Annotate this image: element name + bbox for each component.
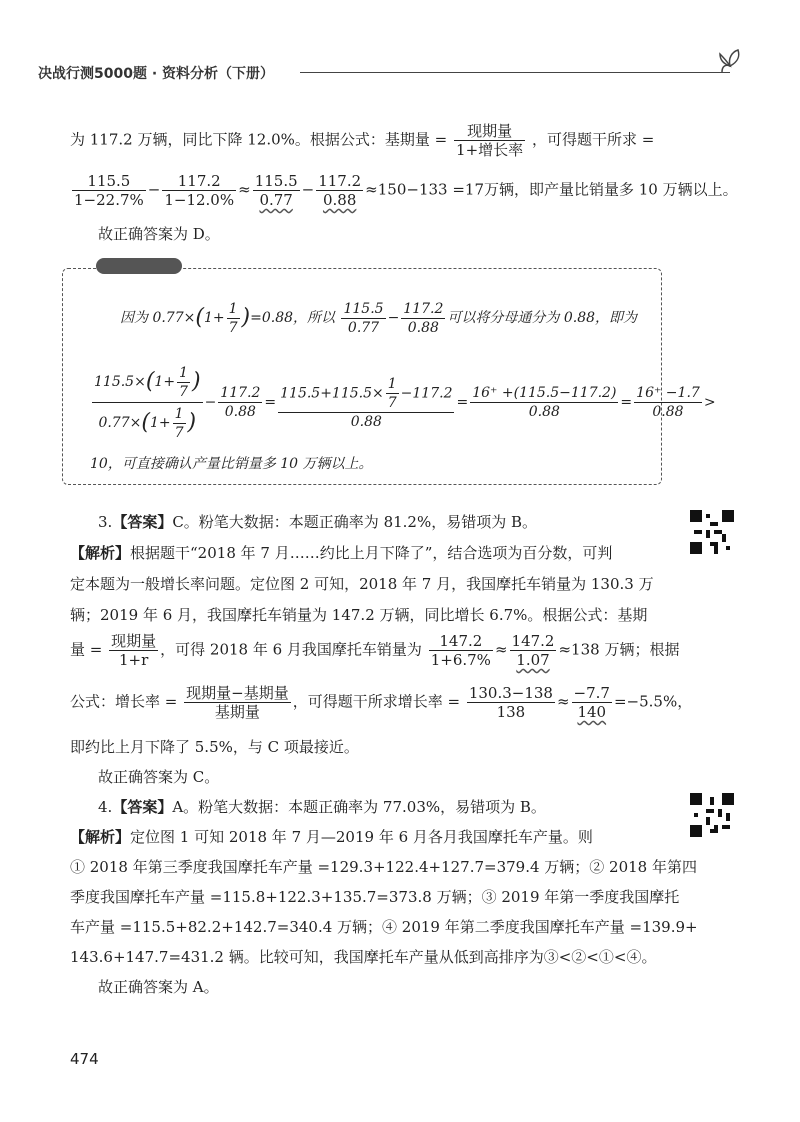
- q4-analysis-line2: ① 2018 年第三季度我国摩托车产量 =129.3+122.4+127.7=379.4 万辆；② 2018 年第四: [70, 858, 697, 876]
- note-line1: 因为 0.77×(1+ $\frac{1}{7}$ )=0.88，所以 $\frac{115.5}{0.77}$ − $\frac{117.2}{0.88}$ 可以将分母通分为 0.88，即为: [120, 300, 638, 336]
- q3-analysis-line1: 【解析】根据题干“2018 年 7 月……约比上月下降了”，结合选项为百分数，可判: [70, 544, 613, 562]
- note-line2: 115.5×(1+ $\frac{1}{7}$ ) 0.77×(1+ $\frac{1}{7}$ ) − $\frac{117.2}{0.88}$ = 115.5+115.5× $\frac{1}{7}$ −117.2 0.88 = $\frac{16^+ +(115.5-117.2)}{0.88}$ = $\frac{16^+ -1.7}{0.88}$ >: [90, 362, 716, 443]
- q4-analysis-line5: 143.6+147.7=431.2 辆。比较可知，我国摩托车产量从低到高排序为③<②<①<④。: [70, 948, 657, 966]
- q3-conclusion: 故正确答案为 C。: [98, 768, 220, 786]
- q4-analysis-line1: 【解析】定位图 1 可知 2018 年 7 月—2019 年 6 月各月我国摩托车产量。则: [70, 828, 593, 846]
- para1-line1: 为 117.2 万辆，同比下降 12.0%。根据公式：基期量 = $\frac{\text{现期量}}{\text{1+增长率}}$ ，可得题干所求 =: [70, 122, 655, 159]
- para1-line2: $\frac{115.5}{1-22.7\%}$ − $\frac{117.2}{1-12.0\%}$ ≈ $\frac{115.5}{0.77}$ − $\frac{117.2}{0.88}$ ≈150−133 =17万辆，即产量比销量多 10 万辆以上。: [74, 172, 738, 209]
- q4-analysis-line3: 季度我国摩托车产量 =115.8+122.3+135.7=373.8 万辆；③ 2019 年第一季度我国摩托: [70, 888, 680, 906]
- para1-conclusion: 故正确答案为 D。: [98, 225, 220, 243]
- q3-analysis-line5: 公式：增长率 = $\frac{\text{现期量−基期量}}{\text{基期量}}$ ，可得题干所求增长率 = $\frac{130.3-138}{138}$ ≈ $\frac{-7.7}{140}$ =−5.5%，: [70, 684, 693, 721]
- q3-analysis-line4: 量 = $\frac{\text{现期量}}{1+r}$ ，可得 2018 年 6 月我国摩托车销量为 $\frac{147.2}{1+6.7\%}$ ≈ $\frac{147.2}{1.07}$ ≈138 万辆；根据: [70, 632, 680, 669]
- book-header-title: 决战行测5000题 · 资料分析（下册）: [38, 66, 275, 82]
- q3-analysis-line3: 辆；2019 年 6 月，我国摩托车销量为 147.2 万辆，同比增长 6.7%。根据公式：基期: [70, 606, 648, 624]
- q3-analysis-line6: 即约比上月下降了 5.5%，与 C 项最接近。: [70, 738, 359, 756]
- q3-analysis-line2: 定本题为一般增长率问题。定位图 2 可知，2018 年 7 月，我国摩托车销量为 130.3 万: [70, 575, 654, 593]
- q4-answer: 4.【答案】A。粉笔大数据：本题正确率为 77.03%，易错项为 B。: [98, 798, 546, 816]
- q3-answer: 3.【答案】C。粉笔大数据：本题正确率为 81.2%，易错项为 B。: [98, 513, 538, 531]
- note-line3: 10，可直接确认产量比销量多 10 万辆以上。: [90, 456, 373, 472]
- tip-badge: [96, 258, 182, 274]
- q4-conclusion: 故正确答案为 A。: [98, 978, 219, 996]
- qr-code-q3[interactable]: [690, 510, 734, 554]
- leaf-icon: [718, 40, 748, 80]
- q4-analysis-line4: 车产量 =115.5+82.2+142.7=340.4 万辆；④ 2019 年第二季度我国摩托车产量 =139.9+: [70, 918, 698, 936]
- qr-code-q4[interactable]: [690, 793, 734, 837]
- header-rule: [300, 72, 730, 73]
- page-number: 474: [70, 1050, 99, 1068]
